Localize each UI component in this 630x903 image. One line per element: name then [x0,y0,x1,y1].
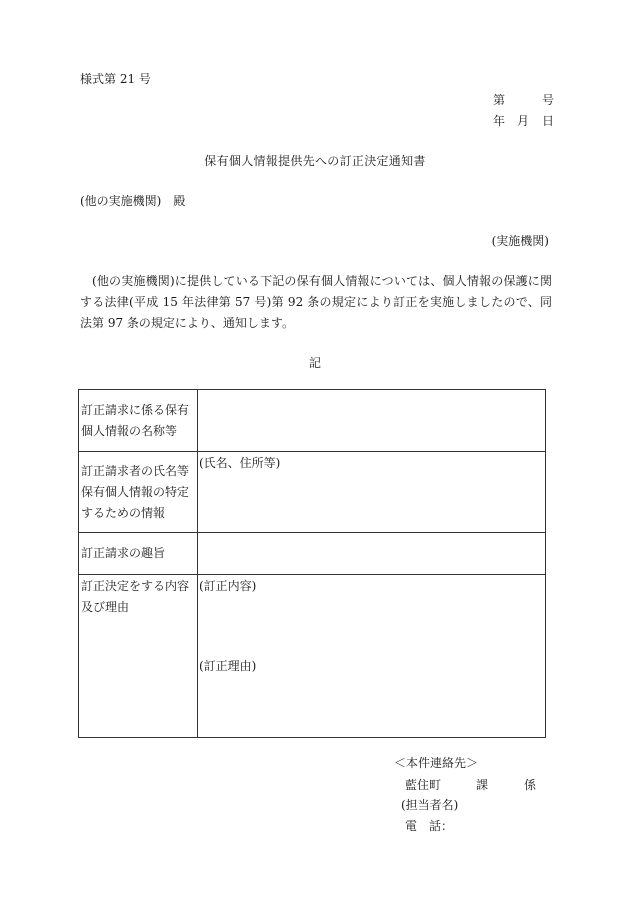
correction-reason-label: (訂正理由) [199,659,257,673]
issue-number-prefix: 第 [493,93,506,107]
table-row-label: 訂正請求者の氏名等保有個人情報の特定するための情報 [79,452,198,533]
issue-date-year: 年 [493,114,506,128]
addressee: (他の実施機関) 殿 [80,194,186,208]
contact-town: 藍住町 [405,778,442,792]
contact-heading: ＜本件連絡先＞ [394,756,479,770]
issue-date-day: 日 [542,114,555,128]
table-row [79,390,546,452]
table-row-value [198,575,546,738]
issue-date-month: 月 [517,114,530,128]
contact-section: 課 [476,778,489,792]
issue-number-suffix: 号 [542,93,555,107]
contact-person: (担当者名) [401,798,459,812]
body-text: (他の実施機関)に提供している下記の保有個人情報については、個人情報の保護に関する法律(平成 15 年法律第 57 号)第 92 条の規定により訂正を実施しましたので、同法第 97 条の規定により、通知します。 [80,274,552,330]
body-paragraph [80,271,552,334]
table-row [79,533,546,575]
contact-subsection: 係 [524,778,537,792]
contact-phone-label: 電 話： [405,819,454,833]
form-number: 様式第 21 号 [80,72,151,86]
table-row-label: 訂正請求に係る保有個人情報の名称等 [79,390,198,452]
correction-content-label: (訂正内容) [199,579,257,593]
table-row [79,452,546,533]
table-row [79,575,546,738]
record-table [78,389,546,738]
table-row-value [198,533,546,575]
sender-agency: (実施機関) [491,234,549,248]
document-title: 保有個人情報提供先への訂正決定通知書 [204,154,426,168]
table-row-label: 訂正請求の趣旨 [79,533,198,575]
table-row-label: 訂正決定をする内容及び理由 [79,575,198,738]
table-row-value: (氏名、住所等) [198,452,546,533]
ki-heading: 記 [308,356,321,370]
table-row-value [198,390,546,452]
